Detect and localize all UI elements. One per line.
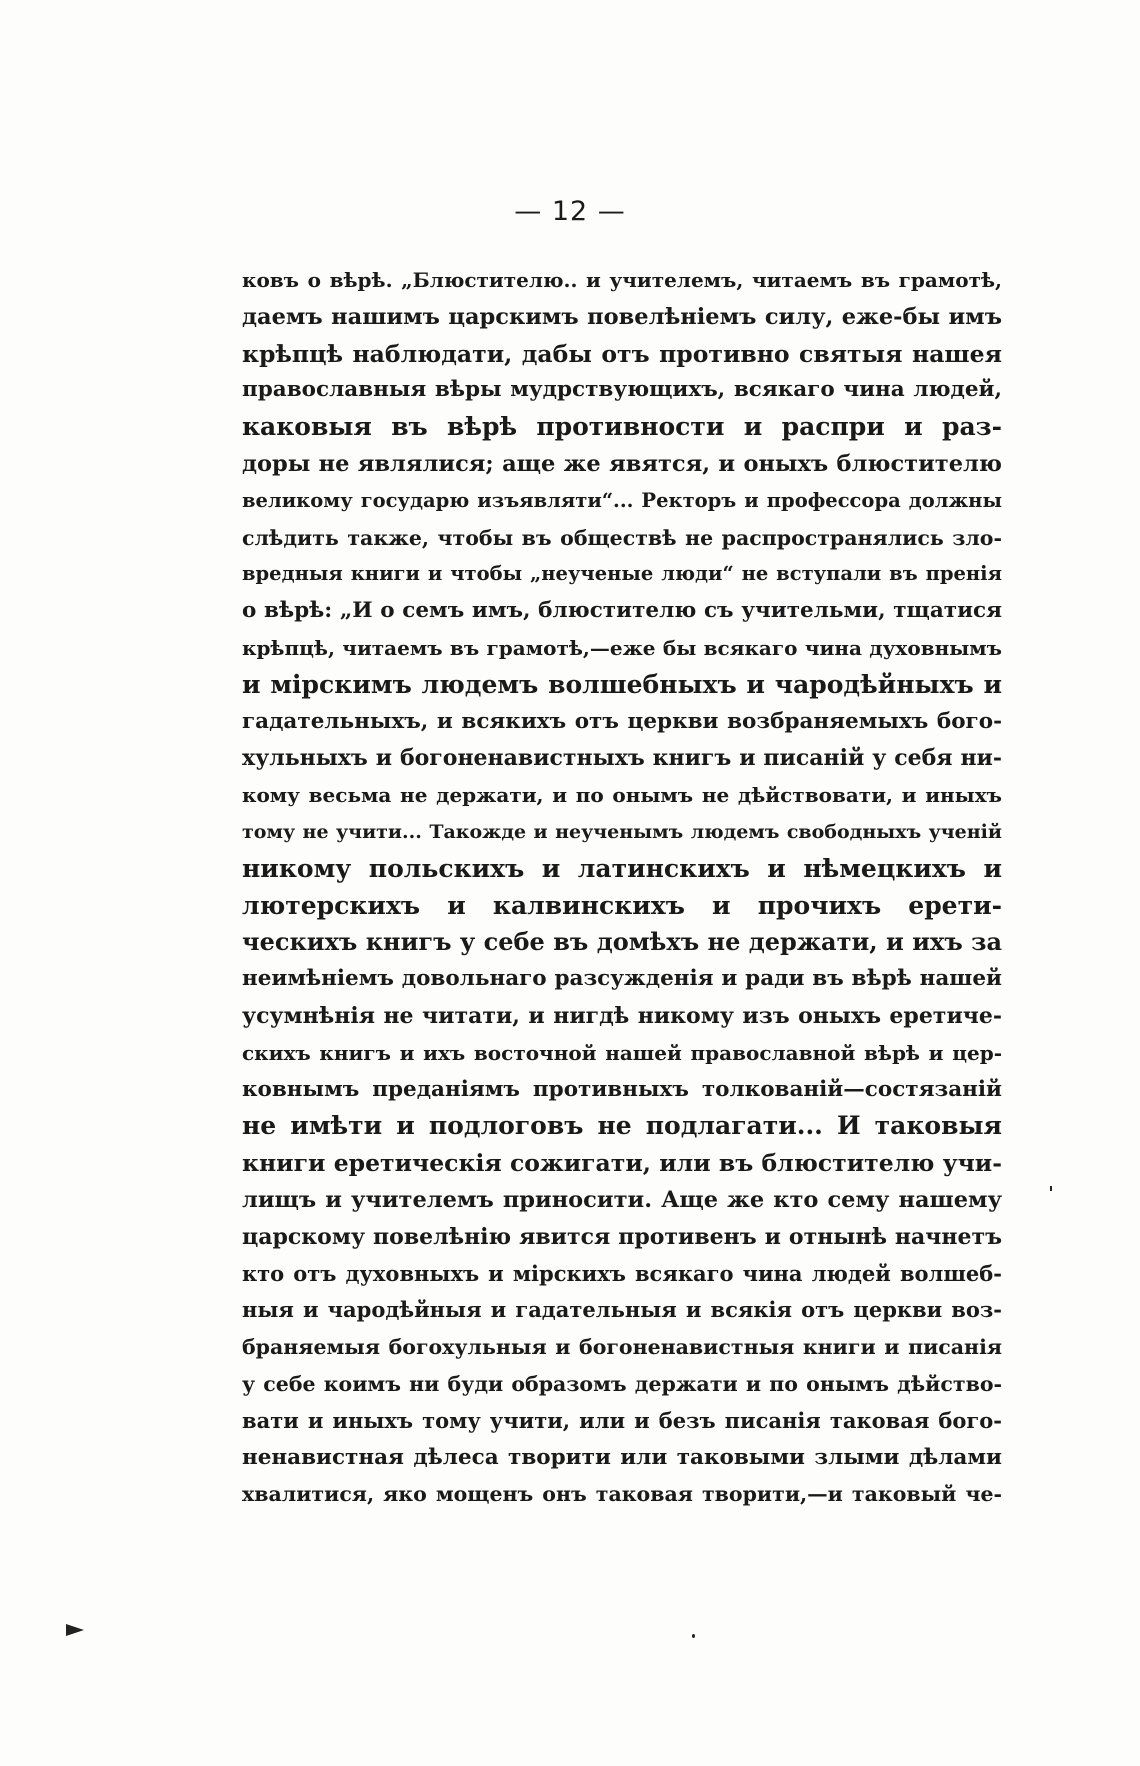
text-line: православныя вѣры мудрствующихъ, всякаго чина людей, — [242, 377, 1002, 403]
text-line: гадательныхъ, и всякихъ отъ церкви возбраняемыхъ бого- — [242, 708, 1002, 734]
text-line: вати и иныхъ тому учити, или и безъ писанія таковая бого- — [242, 1407, 1002, 1433]
text-line: не имѣти и подлоговъ не подлагати... И таковыя — [242, 1111, 1002, 1141]
text-line: каковыя въ вѣрѣ противности и распри и раз- — [242, 412, 1002, 442]
scan-speck — [692, 1634, 695, 1638]
text-line: слѣдить также, чтобы въ обществѣ не распространялись зло- — [242, 525, 1002, 550]
text-line: крѣпцѣ, читаемъ въ грамотѣ,—еже бы всякаго чина духовнымъ — [242, 635, 1002, 660]
scan-speck — [1050, 1186, 1052, 1191]
text-line: ковъ о вѣрѣ. „Блюстителю.. и учителемъ, читаемъ въ грамотѣ, — [242, 268, 1002, 292]
text-line: неимѣніемъ довольнаго разсужденія и ради въ вѣрѣ нашей — [242, 966, 1002, 992]
text-line: ческихъ книгъ у себе въ домѣхъ не держати, и ихъ за — [242, 927, 1002, 957]
margin-mark-arrow-icon — [66, 1624, 84, 1636]
text-line: доры не являлися; аще же явятся, и оныхъ блюстителю — [242, 450, 1002, 477]
text-line: лищъ и учителемъ приносити. Аще же кто сему нашему — [242, 1186, 1002, 1213]
text-line: о вѣрѣ: „И о семъ имъ, блюстителю съ учительми, тщатися — [242, 598, 1002, 624]
text-line: вредныя книги и чтобы „неученые люди“ не вступали въ пренія — [242, 562, 1002, 586]
body-text — [242, 262, 1002, 1513]
text-line: скихъ книгъ и ихъ восточной нашей православной вѣрѣ и цер- — [242, 1040, 1002, 1065]
text-line: ненавистная дѣлеса творити или таковыми злыми дѣлами — [242, 1444, 1002, 1470]
text-line: кому весьма не держати, и по онымъ не дѣйствовати, и иныхъ — [242, 783, 1002, 808]
text-line: никому польскихъ и латинскихъ и нѣмецкихъ и — [242, 853, 1002, 883]
text-line: кто отъ духовныхъ и мірскихъ всякаго чина людей волшеб- — [242, 1260, 1002, 1286]
text-line: книги еретическія сожигати, или въ блюстителю учи- — [242, 1149, 1002, 1178]
text-line: лютерскихъ и калвинскихъ и прочихъ ерети- — [242, 890, 1002, 920]
text-line: крѣпцѣ наблюдати, дабы отъ противно святыя нашея — [242, 339, 1002, 368]
page-number: — 12 — — [514, 196, 626, 227]
text-line: усумнѣнія не читати, и нигдѣ никому изъ оныхъ еретиче- — [242, 1002, 1002, 1029]
text-line: царскому повелѣнію явится противенъ и отнынѣ начнетъ — [242, 1223, 1002, 1250]
text-line: хульныхъ и богоненавистныхъ книгъ и писаній у себя ни- — [242, 745, 1002, 772]
text-line: у себе коимъ ни буди образомъ держати и по онымъ дѣйство- — [242, 1371, 1002, 1396]
text-line: браняемыя богохульныя и богоненавистныя книги и писанія — [242, 1335, 1002, 1360]
text-line: и мірскимъ людемъ волшебныхъ и чародѣйныхъ и — [242, 669, 1002, 699]
text-line: хвалитися, яко мощенъ онъ таковая творити,—и таковый че- — [242, 1482, 1002, 1507]
text-line: ковнымъ преданіямъ противныхъ толкованій—состязаній — [242, 1076, 1002, 1102]
text-line: тому не учити... Такожде и неученымъ людемъ свободныхъ ученій — [242, 820, 1002, 843]
text-line: великому государю изъявляти“... Ректоръ и профессора должны — [242, 488, 1002, 512]
text-line: даемъ нашимъ царскимъ повелѣніемъ силу, еже-бы имъ — [242, 303, 1002, 330]
text-line: ныя и чародѣйныя и гадательныя и всякія отъ церкви воз- — [242, 1297, 1002, 1323]
